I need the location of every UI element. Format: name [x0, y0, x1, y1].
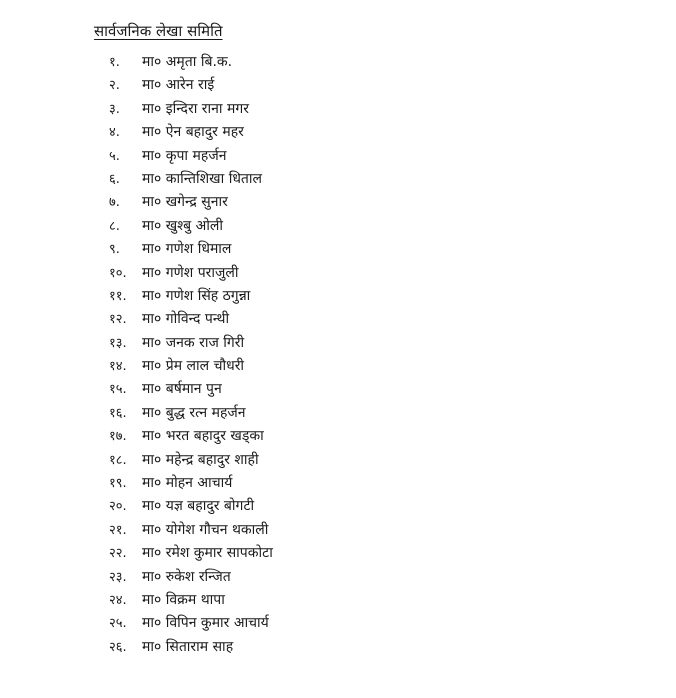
member-row [0, 51, 400, 74]
member-number: १. [109, 55, 120, 70]
member-name: मा० मोहन आचार्य [142, 475, 233, 492]
member-number: ३. [109, 101, 120, 117]
member-number: १४. [109, 359, 127, 375]
member-row [0, 74, 400, 97]
member-row [0, 402, 400, 425]
member-number: २६. [109, 639, 127, 655]
member-name: मा० आरेन राई [142, 77, 215, 94]
member-name: मा० महेन्द्र बहादुर शाही [142, 451, 259, 468]
member-name: मा० विक्रम थापा [142, 591, 225, 608]
member-row [0, 215, 400, 238]
member-name: मा० अमृता बि.क. [142, 54, 233, 70]
member-name: मा० बुद्ध रत्न महर्जन [142, 404, 246, 421]
member-number: २४. [109, 592, 127, 608]
member-number: १९. [109, 476, 127, 492]
member-number: २३. [109, 569, 127, 585]
member-number: २५. [109, 616, 127, 632]
member-number: १७. [109, 429, 127, 445]
member-name: मा० इन्दिरा राना मगर [142, 100, 249, 117]
committee-title: सार्वजनिक लेखा समिति [94, 22, 223, 40]
member-row [0, 238, 400, 261]
member-name: मा० कृपा महर्जन [142, 147, 227, 164]
member-row [0, 355, 400, 378]
member-name: मा० भरत बहादुर खड्का [142, 428, 264, 445]
member-row [0, 145, 400, 168]
member-row [0, 589, 400, 612]
member-row [0, 262, 400, 285]
member-name: मा० गणेश धिमाल [142, 241, 232, 258]
member-row [0, 566, 400, 589]
member-number: १२. [109, 312, 127, 328]
member-number: १३. [109, 335, 127, 351]
member-name: मा० सिताराम साह [142, 638, 234, 655]
member-number: १०. [109, 265, 127, 281]
member-number: ८. [109, 218, 120, 234]
member-number: ११. [109, 288, 127, 304]
member-row [0, 472, 400, 495]
member-name: मा० योगेश गौचन थकाली [142, 521, 269, 538]
member-number: २०. [109, 499, 127, 515]
member-name: मा० कान्तिशिखा धिताल [142, 170, 263, 187]
member-row [0, 378, 400, 401]
member-name: मा० गणेश सिंह ठगुन्ना [142, 287, 251, 304]
member-name: मा० ऐन बहादुर महर [142, 124, 244, 141]
member-row [0, 285, 400, 308]
member-name: मा० बर्षमान पुन [142, 381, 222, 398]
member-number: ५. [109, 148, 120, 164]
member-row [0, 542, 400, 565]
member-number: २२. [109, 546, 127, 562]
member-number: २१. [109, 522, 127, 538]
member-name: मा० रमेश कुमार सापकोटा [142, 545, 273, 562]
member-row [0, 168, 400, 191]
member-number: ९. [109, 242, 120, 258]
member-name: मा० रुकेश रन्जित [142, 568, 231, 585]
member-name: मा० गणेश पराजुली [142, 264, 239, 281]
member-name: मा० जनक राज गिरी [142, 334, 245, 351]
member-row [0, 121, 400, 144]
member-row [0, 636, 400, 659]
member-name: मा० गोविन्द पन्थी [142, 311, 230, 328]
member-row [0, 98, 400, 121]
member-row [0, 612, 400, 635]
member-row [0, 519, 400, 542]
member-number: १५. [109, 382, 127, 398]
member-row [0, 495, 400, 518]
member-name: मा० खुश्बु ओली [142, 217, 224, 234]
member-number: २. [109, 78, 120, 94]
member-name: मा० विपिन कुमार आचार्य [142, 615, 269, 632]
member-row [0, 449, 400, 472]
member-number: ४. [109, 125, 120, 141]
member-number: ७. [109, 195, 120, 211]
member-number: १६. [109, 405, 127, 421]
member-row [0, 308, 400, 331]
member-name: मा० प्रेम लाल चौधरी [142, 358, 245, 375]
member-number: ६. [109, 171, 120, 187]
member-row [0, 191, 400, 214]
member-name: मा० खगेन्द्र सुनार [142, 194, 228, 211]
member-row [0, 425, 400, 448]
member-list [0, 51, 400, 659]
member-name: मा० यज्ञ बहादुर बोगटी [142, 498, 255, 515]
member-row [0, 332, 400, 355]
member-number: १८. [109, 452, 127, 468]
